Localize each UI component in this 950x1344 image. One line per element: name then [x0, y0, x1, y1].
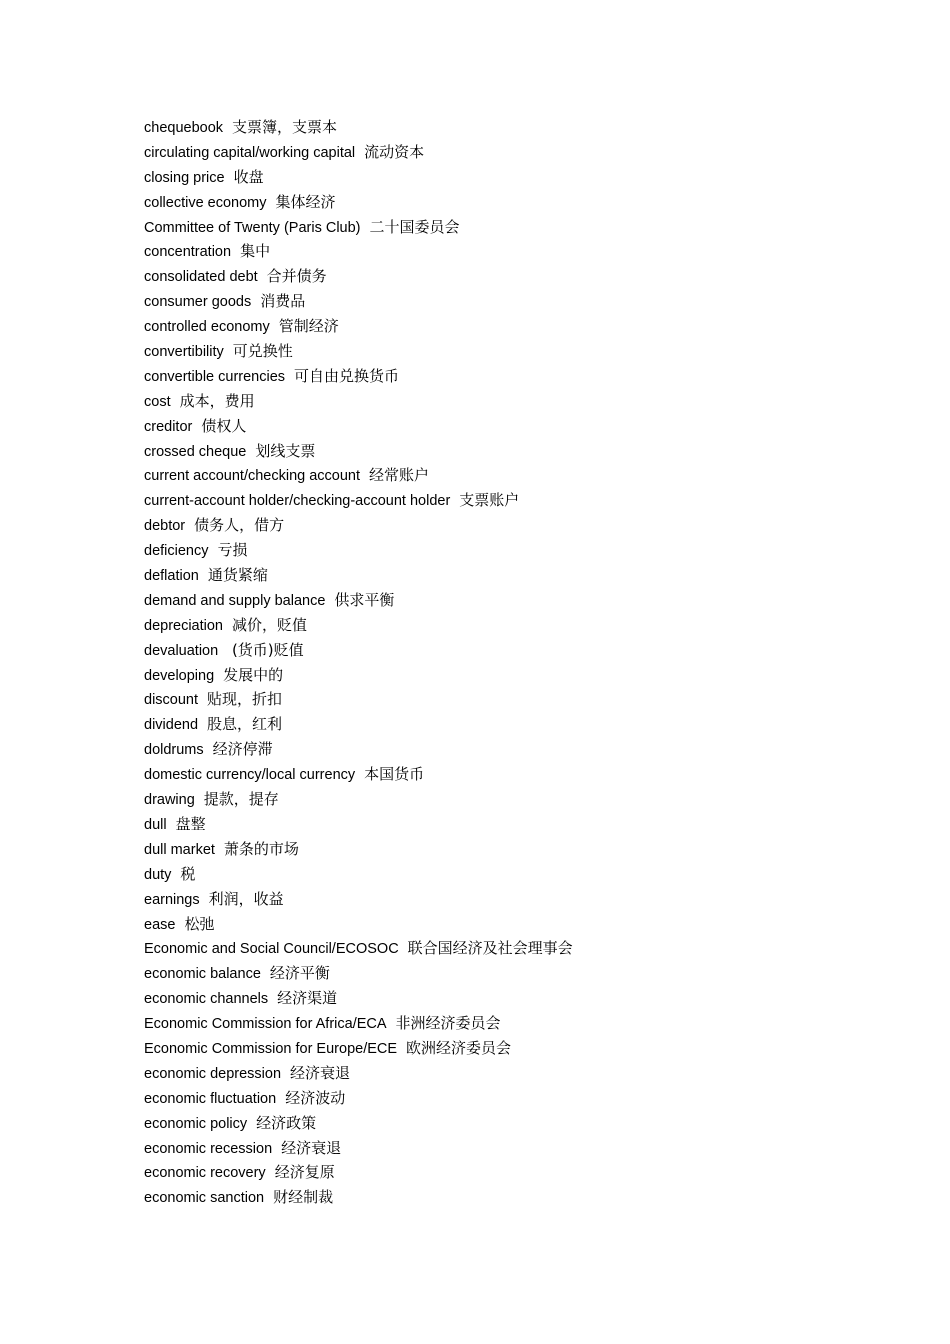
glossary-entry	[144, 588, 573, 613]
glossary-entry	[144, 563, 573, 588]
entry-term: economic fluctuation	[144, 1090, 277, 1107]
entry-translation: 成本，费用	[179, 391, 255, 410]
entry-translation: 支票簿，支票本	[232, 118, 338, 136]
entry-term: current account/checking account	[144, 468, 361, 485]
glossary-entry	[144, 215, 573, 240]
entry-translation: 通货紧缩	[207, 566, 268, 585]
entry-term: chequebook	[144, 120, 224, 136]
glossary-entry	[144, 439, 573, 464]
glossary-entry	[144, 414, 573, 439]
glossary-entry	[144, 762, 573, 787]
entry-term: economic policy	[144, 1115, 248, 1132]
glossary-entry	[144, 638, 573, 663]
entry-term: economic channels	[144, 991, 269, 1008]
entry-term: Economic Commission for Europe/ECE	[144, 1040, 398, 1057]
glossary-entry	[144, 264, 573, 289]
entry-translation: 经济停滞	[212, 740, 273, 759]
glossary-entry	[144, 538, 573, 563]
entry-term: Economic and Social Council/ECOSOC	[144, 941, 399, 958]
glossary-entry	[144, 613, 573, 638]
entry-translation: 集中	[240, 242, 271, 261]
entry-translation: 经济复原	[274, 1163, 335, 1182]
entry-term: convertibility	[144, 344, 224, 361]
glossary-entry	[144, 463, 573, 488]
entry-term: devaluation	[144, 642, 219, 659]
glossary-entry	[144, 1061, 573, 1086]
entry-translation: 经济衰退	[281, 1138, 342, 1157]
entry-term: Committee of Twenty (Paris Club)	[144, 219, 361, 236]
entry-term: closing price	[144, 169, 225, 186]
glossary-entry	[144, 936, 573, 961]
glossary-entry	[144, 787, 573, 812]
glossary-entry	[144, 1086, 573, 1111]
entry-term: discount	[144, 692, 199, 709]
entry-term: dull market	[144, 841, 215, 858]
entry-translation: 管制经济	[278, 317, 339, 336]
entry-term: developing	[144, 667, 215, 684]
entry-translation: 萧条的市场	[223, 839, 299, 858]
entry-translation: 收盘	[233, 167, 264, 186]
glossary-entry	[144, 115, 573, 140]
glossary-entry	[144, 663, 573, 688]
glossary-entry	[144, 190, 573, 215]
entry-translation: 经常账户	[369, 466, 430, 485]
glossary-entry	[144, 687, 573, 712]
entry-translation: 债权人	[201, 416, 247, 435]
entry-term: economic recession	[144, 1140, 273, 1157]
entry-translation: 联合国经济及社会理事会	[407, 939, 573, 958]
entry-term: demand and supply balance	[144, 592, 326, 609]
entry-term: debtor	[144, 518, 186, 535]
glossary-entry	[144, 314, 573, 339]
entry-translation: 可兑换性	[232, 342, 293, 361]
entry-translation: 二十国委员会	[369, 217, 460, 236]
entry-translation: 税	[180, 864, 196, 883]
entry-term: controlled economy	[144, 319, 270, 336]
glossary-entry	[144, 986, 573, 1011]
glossary-entry	[144, 165, 573, 190]
entry-translation: 集体经济	[275, 192, 336, 211]
entry-term: Economic Commission for Africa/ECA	[144, 1016, 387, 1033]
entry-translation: 划线支票	[255, 441, 316, 460]
entry-term: ease	[144, 916, 176, 933]
glossary-entry	[144, 887, 573, 912]
entry-translation: 减价，贬值	[232, 615, 308, 634]
entry-translation: 本国货币	[364, 765, 425, 784]
entry-term: duty	[144, 866, 172, 883]
entry-translation: 经济波动	[285, 1088, 346, 1107]
entry-term: economic depression	[144, 1065, 282, 1082]
entry-term: drawing	[144, 792, 195, 809]
entry-translation: 非洲经济委员会	[395, 1014, 501, 1033]
glossary-entry	[144, 912, 573, 937]
entry-term: consumer goods	[144, 294, 252, 311]
entry-translation: 财经制裁	[273, 1188, 334, 1207]
glossary-entry	[144, 1160, 573, 1185]
glossary-entry	[144, 1136, 573, 1161]
entry-term: doldrums	[144, 742, 204, 759]
entry-translation: 经济政策	[256, 1113, 317, 1132]
glossary-entry	[144, 812, 573, 837]
entry-term: collective economy	[144, 194, 267, 211]
entry-translation: 股息，红利	[207, 715, 283, 734]
entry-term: depreciation	[144, 617, 223, 634]
entry-translation: 合并债务	[266, 267, 327, 286]
entry-term: creditor	[144, 418, 193, 435]
entry-translation: 供求平衡	[334, 590, 395, 609]
entry-translation: 提款，提存	[203, 790, 279, 809]
entry-translation: 松弛	[184, 914, 215, 933]
glossary-entry	[144, 364, 573, 389]
glossary-entry	[144, 712, 573, 737]
glossary-entry	[144, 1185, 573, 1210]
entry-term: domestic currency/local currency	[144, 767, 356, 784]
entry-translation: 贴现，折扣	[207, 690, 283, 709]
glossary-list	[144, 115, 573, 1210]
entry-term: economic recovery	[144, 1165, 266, 1182]
entry-translation: 流动资本	[364, 142, 425, 161]
entry-translation: 欧洲经济委员会	[406, 1038, 512, 1057]
entry-term: consolidated debt	[144, 269, 258, 286]
glossary-entry	[144, 140, 573, 165]
glossary-entry	[144, 239, 573, 264]
entry-term: economic sanction	[144, 1190, 265, 1207]
entry-translation: 债务人，借方	[194, 516, 285, 535]
glossary-entry	[144, 389, 573, 414]
glossary-entry	[144, 1111, 573, 1136]
entry-term: dividend	[144, 717, 199, 734]
glossary-entry	[144, 289, 573, 314]
entry-term: crossed cheque	[144, 443, 247, 460]
entry-translation: 消费品	[260, 292, 306, 311]
entry-translation: 盘整	[175, 814, 206, 833]
glossary-entry	[144, 862, 573, 887]
entry-translation: 经济渠道	[277, 989, 338, 1008]
entry-term: deflation	[144, 568, 199, 585]
entry-translation: 可自由兑换货币	[294, 366, 400, 385]
glossary-entry	[144, 488, 573, 513]
entry-translation: 亏损	[217, 541, 248, 560]
entry-term: circulating capital/working capital	[144, 144, 356, 161]
glossary-entry	[144, 339, 573, 364]
glossary-entry	[144, 1036, 573, 1061]
entry-term: earnings	[144, 891, 200, 908]
entry-term: deficiency	[144, 543, 209, 560]
entry-translation: 利润，收益	[208, 889, 284, 908]
entry-term: current-account holder/checking-account holder	[144, 493, 451, 510]
entry-term: economic balance	[144, 966, 261, 983]
glossary-entry	[144, 837, 573, 862]
entry-term: dull	[144, 816, 167, 833]
entry-term: concentration	[144, 244, 232, 261]
glossary-entry	[144, 1011, 573, 1036]
glossary-entry	[144, 961, 573, 986]
glossary-entry	[144, 513, 573, 538]
entry-translation: 经济平衡	[269, 964, 330, 983]
entry-translation: 经济衰退	[290, 1063, 351, 1082]
entry-translation: (货币)贬值	[227, 640, 304, 659]
entry-translation: 发展中的	[223, 665, 284, 684]
entry-translation: 支票账户	[459, 491, 520, 510]
entry-term: convertible currencies	[144, 368, 286, 385]
glossary-entry	[144, 737, 573, 762]
entry-term: cost	[144, 393, 171, 410]
